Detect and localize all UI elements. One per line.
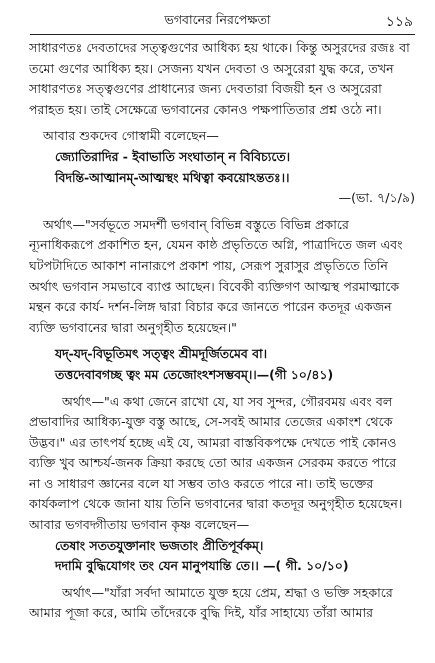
page-header — [0, 10, 435, 32]
text-line: ন্যূনাধিকরূপে প্রকাশিত হন, যেমন কাষ্ঠ প্রভৃতিতে অগ্নি, পাত্রাদিতে জল এবং — [29, 237, 403, 253]
running-head: ভগবানের নিরপেক্ষতা — [164, 12, 271, 27]
text-line: সাধারণতঃ সত্ত্বগুণের প্রাধান্যের জন্য দেবতারা বিজয়ী হন ও অসুরেরা — [29, 81, 382, 97]
text-line: না ও সাধারণ জ্ঞানের বলে যা সম্ভব তাও করতে পারে না। তাই ভক্তের — [29, 475, 374, 491]
text-line: ব্যক্তি ভগবানের দ্বারা অনুগৃহীত হয়েছেন।" — [29, 319, 237, 335]
page-body — [29, 38, 419, 624]
text-line: প্রভাবাদির আধিক্য-যুক্ত বস্তু আছে, সে-সবই আমার তেজের একাংশ থেকে — [29, 414, 393, 430]
text-line: ব্যক্তি খুব আশ্চর্য-জনক ক্রিয়া করছে তো আর একজন সেরকম করতে পারে — [29, 455, 397, 471]
verse-line: তত্তদেবাবগচ্ছ ত্বং মম তেজোংঽশসম্ভবম্।।—(গী ১০/৪১) — [55, 366, 334, 382]
text-line: উদ্ভব।" এর তাৎপর্য হচ্ছে এই যে, আমরা বাস্তবিকপক্ষে দেখতে পাই কোনও — [29, 434, 397, 450]
page-number: ১১৯ — [385, 14, 413, 30]
header-rule — [30, 34, 415, 35]
text-line: অর্থাৎ—"যাঁরা সর্বদা আমাতে যুক্ত হয়ে প্রেম, শ্রদ্ধা ও ভক্তি সহকারে — [62, 584, 393, 600]
text-line: আবার শুকদেব গোস্বামী বলেছেন— — [43, 128, 219, 144]
verse-line: বিদন্তি-আত্মানম্-আত্মস্থং মথিত্বা কবয়োঽন্ততঃ।। — [55, 169, 290, 185]
text-line: কার্যকলাপ থেকে জানা যায় তিনি ভগবানের দ্বারা কতদূর অনুগৃহীত হয়েছেন। — [29, 496, 403, 512]
text-line: তমো গুণের আধিক্য হয়। সেজন্য যখন দেবতা ও অসুরেরা যুদ্ধ করে, তখন — [29, 60, 394, 76]
verse-line: দদামি বুদ্ধিযোগং তং যেন মানুপযান্তি তে।। —( গী. ১০/১০) — [55, 558, 349, 574]
text-line: অর্থাৎ—"এ কথা জেনে রাখো যে, যা সব সুন্দর, গৌরবময় এবং বল — [62, 393, 393, 409]
text-line: মন্থন করে কার্য- দর্শন-লিঙ্গ দ্বারা বিচার করে জানতে পারেন কতদূর একজন — [29, 299, 392, 315]
text-line: আবার ভগবদ্গীতায় ভগবান কৃষ্ণ বলেছেন— — [29, 517, 250, 533]
text-line: অর্থাৎ—"সর্বভূতে সমদর্শী ভগবান্ বিভিন্ন বস্তুতে বিভিন্ন প্রকারে — [43, 216, 349, 232]
verse-line: তেষাং সততযুক্তানাং ভজতাং প্রীতিপূর্বকম্। — [55, 537, 264, 553]
verse-citation: —(ভা. ৭/১/৯) — [338, 190, 415, 206]
verse-line: জ্যোতিরাদির - ইবাভাতি সংঘাতান্ ন বিবিচ্যতে। — [55, 148, 291, 164]
text-line: অর্থাৎ ভগবান সমভাবে ব্যাপ্ত আছেন। বিবেকী ব্যক্তিগণ আত্মস্থ পরমাত্মাকে — [29, 278, 400, 294]
verse-line: যদ্-যদ্-বিভূতিমৎ সত্ত্বং শ্রীমদূর্জিতমেব বা। — [55, 346, 268, 362]
text-line: সাধারণতঃ দেবতাদের সত্ত্বগুণের আধিক্য হয় থাকে। কিন্তু অসুরদের রজঃ বা — [29, 40, 410, 55]
text-line: পরাহত হয়। তাই সেক্ষেত্রে ভগবানের কোনও পক্ষপাতিতার প্রশ্ন ওঠে না। — [29, 101, 382, 117]
text-line: আমার পূজা করে, আমি তাঁদেরকে বুদ্ধি দিই, যাঁর সাহায্যে তাঁরা আমার — [29, 605, 374, 621]
text-line: ঘটপটাদিতে আকাশ নানারূপে প্রকাশ পায়, সেরূপ সুরাসুর প্রভৃতিতে তিনি — [29, 257, 388, 273]
